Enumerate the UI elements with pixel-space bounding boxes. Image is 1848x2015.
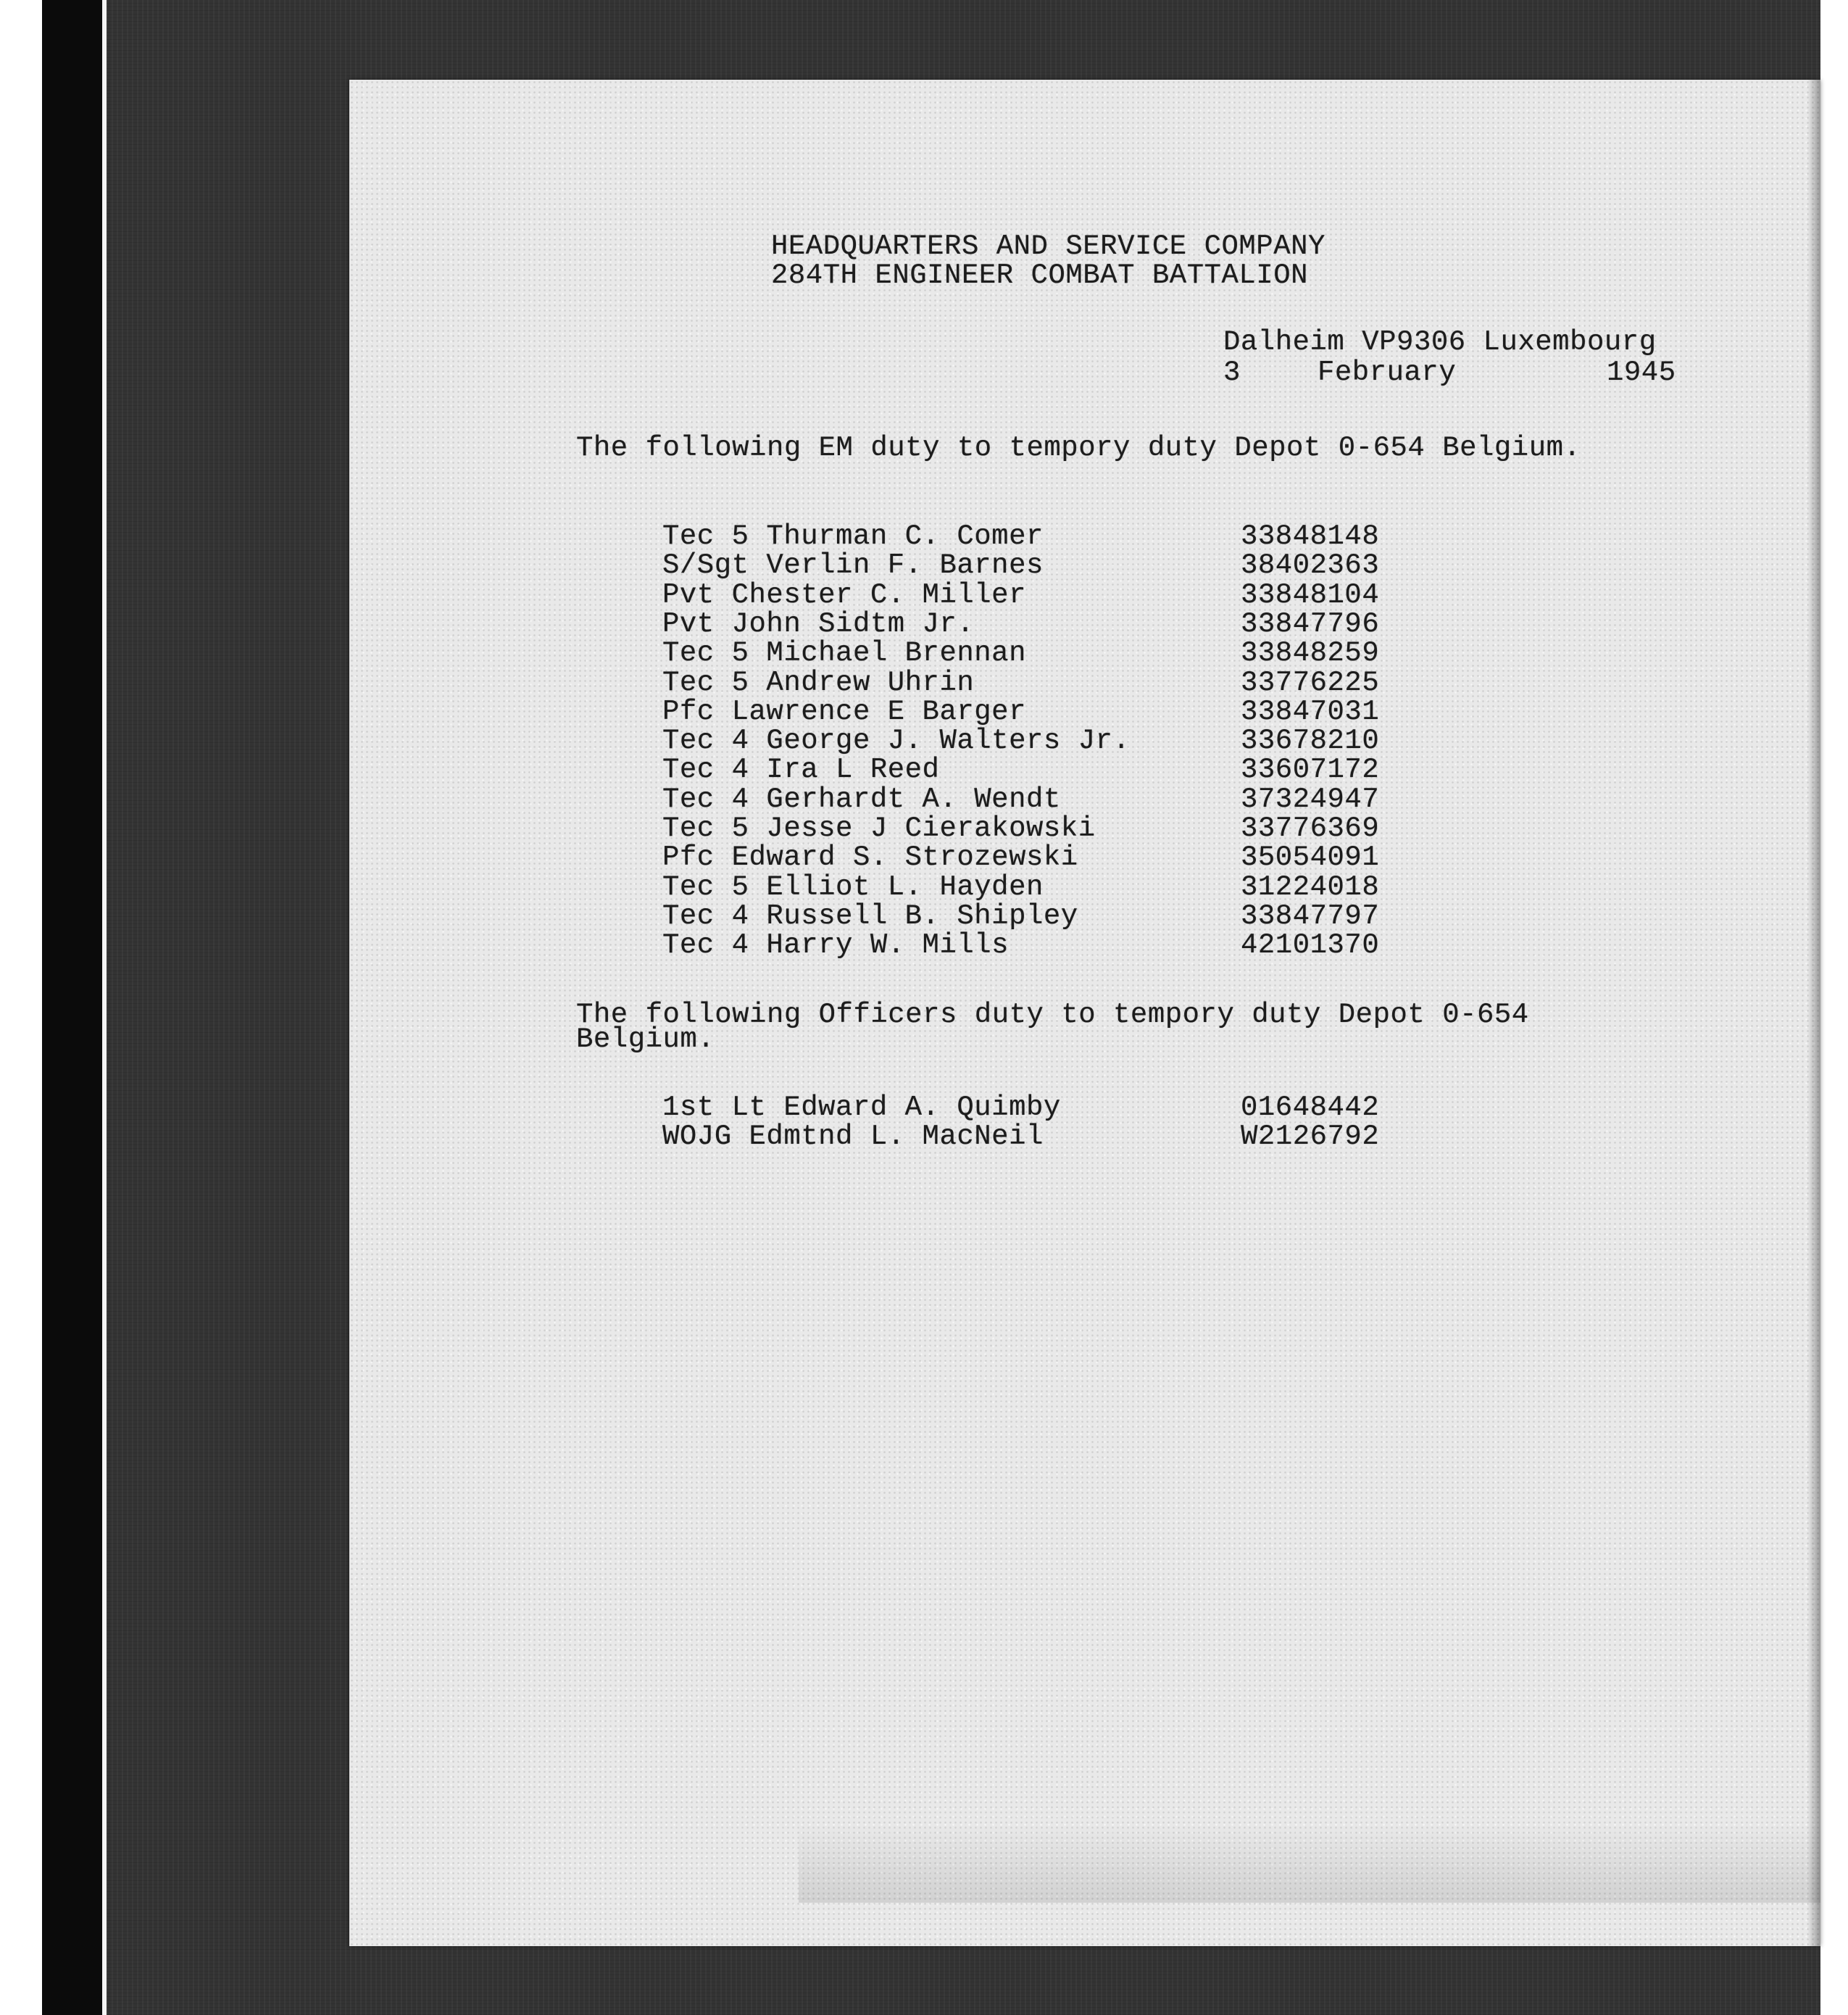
personnel-row — [349, 639, 1820, 668]
personnel-row — [349, 873, 1820, 902]
page-smudge — [799, 1823, 1820, 1903]
personnel-serial-number: 33848104 — [1241, 578, 1380, 611]
personnel-serial-number: 37324947 — [1241, 783, 1380, 815]
personnel-row — [349, 551, 1820, 580]
personnel-row — [349, 1122, 1820, 1151]
date-day: 3 — [1223, 357, 1241, 389]
personnel-serial-number: 01648442 — [1241, 1092, 1380, 1123]
personnel-name: WOJG Edmtnd L. MacNeil — [662, 1121, 1044, 1152]
scan-right-strip — [1820, 0, 1848, 2015]
personnel-row — [349, 785, 1820, 814]
scan-black-band — [42, 0, 106, 2015]
personnel-row — [349, 902, 1820, 931]
personnel-row — [349, 755, 1820, 784]
personnel-name: Tec 5 Michael Brennan — [662, 637, 1026, 670]
personnel-row — [349, 668, 1820, 697]
personnel-serial-number: 33847797 — [1241, 900, 1380, 932]
officers-intro-line1: The following Officers duty to tempory duty Depot 0-654 — [576, 999, 1529, 1031]
personnel-name: 1st Lt Edward A. Quimby — [662, 1092, 1061, 1123]
officers-intro-line2: Belgium. — [576, 1023, 715, 1055]
personnel-serial-number: 42101370 — [1241, 929, 1380, 962]
personnel-name: Tec 4 Russell B. Shipley — [662, 900, 1078, 932]
personnel-name: Tec 5 Andrew Uhrin — [662, 666, 975, 699]
personnel-serial-number: 33847031 — [1241, 695, 1380, 728]
personnel-name: Tec 4 Ira L Reed — [662, 754, 940, 786]
personnel-row — [349, 607, 1820, 640]
personnel-name: Pfc Edward S. Strozewski — [662, 842, 1078, 874]
personnel-serial-number: 33678210 — [1241, 725, 1380, 757]
personnel-serial-number: W2126792 — [1241, 1121, 1380, 1152]
personnel-row — [349, 578, 1820, 611]
personnel-row — [349, 843, 1820, 872]
document-page — [349, 80, 1820, 1946]
location-line: Dalheim VP9306 Luxembourg — [1223, 326, 1657, 358]
personnel-name: Pvt Chester C. Miller — [662, 578, 1026, 611]
personnel-name: Tec 5 Elliot L. Hayden — [662, 871, 1044, 903]
em-intro: The following EM duty to tempory duty Depot 0-654 Belgium. — [576, 432, 1581, 464]
personnel-row — [349, 931, 1820, 960]
personnel-serial-number: 33607172 — [1241, 754, 1380, 786]
personnel-serial-number: 35054091 — [1241, 842, 1380, 874]
personnel-name: Pvt John Sidtm Jr. — [662, 607, 975, 640]
personnel-serial-number: 33847796 — [1241, 607, 1380, 640]
personnel-row — [349, 726, 1820, 755]
personnel-name: Tec 4 Gerhardt A. Wendt — [662, 783, 1061, 815]
personnel-serial-number: 38402363 — [1241, 549, 1380, 582]
personnel-name: Tec 5 Jesse J Cierakowski — [662, 813, 1096, 844]
personnel-serial-number: 31224018 — [1241, 871, 1380, 903]
personnel-row — [349, 1093, 1820, 1122]
date-month: February — [1318, 357, 1457, 389]
personnel-row — [349, 697, 1820, 726]
personnel-row — [349, 522, 1820, 551]
date-year: 1945 — [1607, 357, 1676, 389]
personnel-serial-number: 33848259 — [1241, 637, 1380, 670]
scan-left-margin — [0, 0, 42, 2015]
personnel-serial-number: 33848148 — [1241, 520, 1380, 552]
personnel-row — [349, 814, 1820, 843]
personnel-serial-number: 33776225 — [1241, 666, 1380, 699]
personnel-name: Tec 5 Thurman C. Comer — [662, 520, 1044, 552]
personnel-name: S/Sgt Verlin F. Barnes — [662, 549, 1044, 582]
battalion-heading: 284TH ENGINEER COMBAT BATTALION — [771, 259, 1309, 291]
personnel-serial-number: 33776369 — [1241, 813, 1380, 844]
company-heading: HEADQUARTERS AND SERVICE COMPANY — [771, 230, 1325, 262]
personnel-name: Pfc Lawrence E Barger — [662, 695, 1026, 728]
personnel-name: Tec 4 Harry W. Mills — [662, 929, 1010, 962]
personnel-name: Tec 4 George J. Walters Jr. — [662, 725, 1131, 757]
page-edge-shadow — [1807, 80, 1820, 1946]
